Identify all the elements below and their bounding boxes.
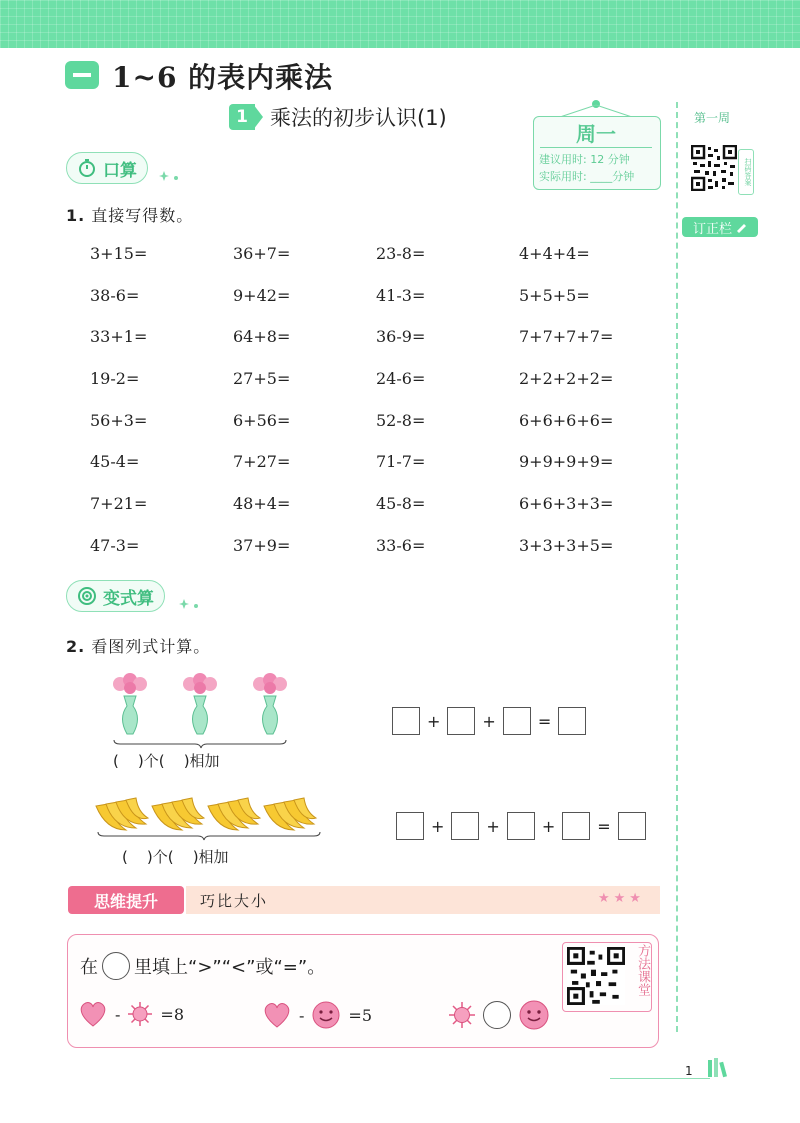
question-1-text: 直接写得数。 [91, 206, 194, 225]
thinking-tag: 思维提升 [68, 886, 184, 914]
question-2-number: 2. [66, 637, 86, 656]
banana-bunch-icon [96, 798, 148, 830]
math-problem: 36+7= [233, 244, 291, 263]
section-variant-calc [66, 580, 165, 612]
math-problem: 4+4+4= [519, 244, 590, 263]
correction-label: 订正栏 [692, 221, 732, 237]
plus-sign: + [427, 711, 441, 731]
question-2-title [66, 634, 210, 657]
minus-sign: - [299, 1005, 305, 1025]
math-problem: 6+6+3+3= [519, 494, 614, 514]
difficulty-stars: ★★★ [598, 891, 645, 906]
lesson-number-badge: 1 [229, 104, 255, 130]
minus-sign: - [115, 1004, 121, 1024]
sidebar-divider [676, 102, 679, 1032]
equals-sign: = [537, 711, 552, 731]
math-problem: 52-8= [376, 410, 426, 430]
math-problem: 9+9+9+9= [519, 452, 614, 472]
vase-equation [392, 707, 586, 735]
section-variant-calc-label: 变式算 [103, 588, 154, 609]
math-problem: 7+21= [90, 494, 148, 514]
answer-box[interactable] [451, 812, 479, 840]
banana-caption: ( )个( )相加 [122, 848, 229, 866]
banana-equation [396, 812, 646, 840]
comparison-equation-1 [78, 1000, 184, 1028]
suggested-time: 建议用时: 12 分钟 [539, 153, 630, 166]
plus-sign: + [541, 816, 556, 836]
comparison-target [448, 999, 550, 1031]
math-problem: 3+3+3+5= [519, 535, 614, 555]
qr-caption: 扫码答案 [738, 149, 754, 195]
plus-sign: + [482, 711, 496, 731]
math-problem: 7+27= [233, 452, 291, 472]
answer-box[interactable] [447, 707, 475, 735]
math-problem: 45-4= [90, 452, 140, 472]
answer-box[interactable] [503, 707, 531, 735]
books-icon [706, 1056, 736, 1078]
math-problem: 45-8= [376, 494, 426, 514]
math-problem: 19-2= [90, 369, 140, 389]
question-prefix: 在 [80, 957, 98, 978]
math-problem: 23-8= [376, 244, 426, 263]
math-problem: 41-3= [376, 285, 426, 305]
math-problem: 48+4= [233, 494, 291, 514]
answer-box[interactable] [562, 812, 590, 840]
vase-group [100, 670, 310, 750]
vase-caption: ( )个( )相加 [113, 752, 220, 770]
smiley-icon [311, 1000, 341, 1030]
qr-code-icon[interactable] [691, 145, 737, 191]
target-icon [77, 586, 97, 606]
math-problem: 9+42= [233, 285, 291, 305]
math-problem: 33-6= [376, 535, 426, 555]
math-problem: 38-6= [90, 285, 140, 305]
flower-vase-icon [183, 673, 217, 734]
heart-icon [78, 1000, 108, 1028]
banana-bunch-icon [208, 798, 260, 830]
footer-line [610, 1078, 710, 1079]
equation-2-result: =5 [348, 1005, 372, 1025]
circle-placeholder [102, 952, 130, 980]
answer-box[interactable] [507, 812, 535, 840]
pencil-icon [735, 221, 747, 233]
page-number: 1 [685, 1064, 693, 1078]
plus-sign: + [486, 816, 500, 836]
method-class-label: 方法课堂 [635, 944, 650, 996]
math-problem: 7+7+7+7= [519, 327, 614, 347]
math-problem: 5+5+5= [519, 285, 590, 305]
answer-box[interactable] [558, 707, 586, 735]
sparkle-icon [158, 170, 182, 184]
section-mental-math-label: 口算 [103, 160, 137, 181]
sun-icon [127, 1001, 153, 1027]
comparison-equation-2 [262, 1000, 372, 1030]
mental-math-grid [90, 242, 650, 576]
lesson-arrow-icon [253, 104, 263, 130]
sparkle-icon [178, 598, 202, 612]
math-problem: 3+15= [90, 244, 148, 263]
chapter-number-badge [65, 61, 99, 89]
week-label: 第一周 [694, 111, 731, 125]
math-problem: 24-6= [376, 369, 426, 389]
equation-1-result: =8 [160, 1004, 184, 1024]
math-problem: 6+56= [233, 410, 291, 430]
compare-circle-input[interactable] [483, 1001, 511, 1029]
day-name: 周一 [576, 122, 616, 146]
math-problem: 27+5= [233, 369, 291, 389]
math-problem: 56+3= [90, 410, 148, 430]
question-1-title [66, 203, 193, 226]
correction-tag [682, 217, 758, 237]
question-1-number: 1. [66, 206, 86, 225]
question-suffix: 里填上“>”“<”或“=”。 [134, 957, 326, 978]
heart-icon [262, 1001, 292, 1029]
question-2-text: 看图列式计算。 [91, 637, 211, 656]
math-problem: 37+9= [233, 535, 291, 555]
math-problem: 47-3= [90, 535, 140, 555]
section-mental-math [66, 152, 148, 184]
banana-group [92, 786, 332, 846]
day-card-divider [540, 147, 652, 148]
flower-vase-icon [113, 673, 147, 734]
math-problem: 33+1= [90, 327, 148, 347]
answer-box[interactable] [396, 812, 424, 840]
answer-box[interactable] [618, 812, 646, 840]
math-problem: 64+8= [233, 327, 291, 347]
qr-code-icon[interactable] [567, 947, 625, 1005]
plus-sign: + [431, 816, 445, 836]
equals-sign: = [597, 816, 611, 836]
answer-box[interactable] [392, 707, 420, 735]
top-banner [0, 0, 800, 48]
thinking-subtitle: 巧比大小 [200, 892, 269, 910]
math-problem: 6+6+6+6= [519, 410, 614, 430]
stopwatch-icon [77, 158, 97, 178]
math-problem: 71-7= [376, 452, 426, 472]
flower-vase-icon [253, 673, 287, 734]
chapter-title: 1~6 的表内乘法 [112, 61, 334, 94]
banana-bunch-icon [264, 798, 316, 830]
math-problem: 36-9= [376, 327, 426, 347]
lesson-title: 乘法的初步认识(1) [270, 106, 447, 130]
smiley-icon [518, 999, 550, 1031]
banana-bunch-icon [152, 798, 204, 830]
thinking-question [80, 952, 325, 980]
math-problem: 2+2+2+2= [519, 369, 614, 389]
sun-icon [448, 1001, 476, 1029]
actual-time: 实际用时: ____分钟 [539, 170, 635, 183]
